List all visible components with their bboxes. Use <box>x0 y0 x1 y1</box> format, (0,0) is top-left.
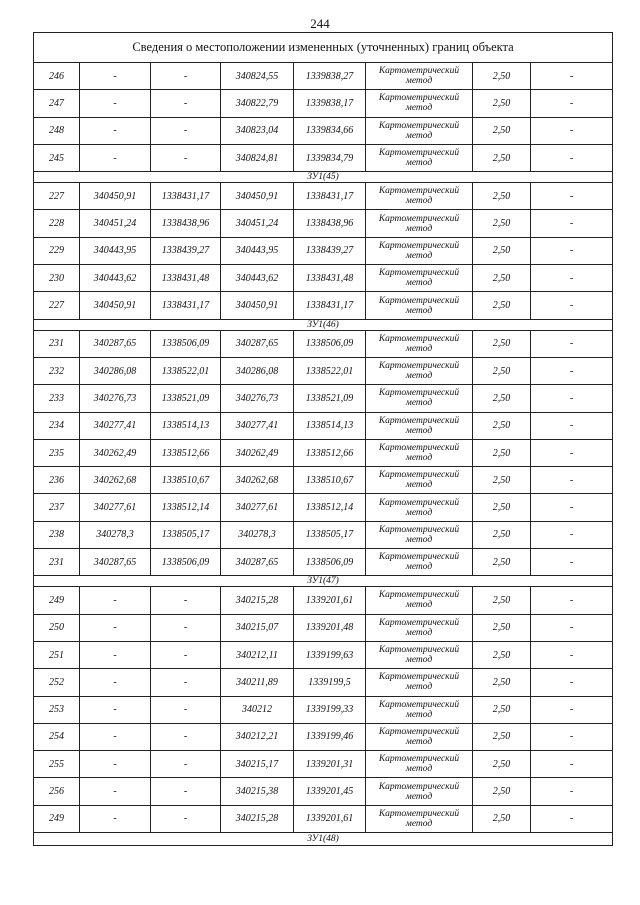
table-row <box>34 63 613 90</box>
cell-point-number: 255 <box>34 751 80 778</box>
cell-point-number: 234 <box>34 412 80 439</box>
cell-point-number: 245 <box>34 144 80 171</box>
boundary-table <box>33 32 613 846</box>
cell-new-x: 340451,24 <box>221 210 294 237</box>
cell-existing-x: - <box>80 63 151 90</box>
cell-method: Картометрический метод <box>366 494 473 521</box>
cell-existing-x: - <box>80 90 151 117</box>
cell-accuracy: 2,50 <box>473 385 531 412</box>
cell-point-number: 246 <box>34 63 80 90</box>
cell-accuracy: 2,50 <box>473 805 531 832</box>
cell-point-number: 229 <box>34 237 80 264</box>
section-row <box>34 172 613 183</box>
cell-existing-y: - <box>151 751 221 778</box>
cell-existing-y: - <box>151 587 221 614</box>
cell-existing-x: - <box>80 587 151 614</box>
cell-new-y: 1338431,17 <box>294 183 366 210</box>
cell-new-y: 1338521,09 <box>294 385 366 412</box>
cell-method: Картометрический метод <box>366 614 473 641</box>
cell-existing-x: 340277,41 <box>80 412 151 439</box>
cell-new-y: 1339838,27 <box>294 63 366 90</box>
section-label: ЗУ1(45) <box>34 172 613 183</box>
cell-new-y: 1339834,66 <box>294 117 366 144</box>
cell-method: Картометрический метод <box>366 412 473 439</box>
cell-existing-y: 1338431,17 <box>151 292 221 319</box>
cell-description: - <box>531 641 613 668</box>
cell-new-y: 1339201,45 <box>294 778 366 805</box>
section-row <box>34 576 613 587</box>
cell-description: - <box>531 385 613 412</box>
cell-method: Картометрический метод <box>366 183 473 210</box>
cell-point-number: 227 <box>34 183 80 210</box>
section-row <box>34 319 613 330</box>
cell-method: Картометрический метод <box>366 587 473 614</box>
cell-existing-x: 340277,61 <box>80 494 151 521</box>
cell-new-y: 1339201,61 <box>294 805 366 832</box>
cell-point-number: 249 <box>34 587 80 614</box>
cell-existing-y: - <box>151 117 221 144</box>
cell-method: Картометрический метод <box>366 210 473 237</box>
cell-method: Картометрический метод <box>366 357 473 384</box>
cell-existing-x: - <box>80 669 151 696</box>
cell-existing-x: - <box>80 778 151 805</box>
cell-accuracy: 2,50 <box>473 144 531 171</box>
cell-method: Картометрический метод <box>366 521 473 548</box>
cell-new-y: 1338512,14 <box>294 494 366 521</box>
cell-new-y: 1338514,13 <box>294 412 366 439</box>
cell-existing-x: 340450,91 <box>80 183 151 210</box>
cell-new-y: 1338506,09 <box>294 330 366 357</box>
cell-existing-y: - <box>151 805 221 832</box>
cell-description: - <box>531 494 613 521</box>
table-row <box>34 385 613 412</box>
cell-new-x: 340287,65 <box>221 330 294 357</box>
cell-accuracy: 2,50 <box>473 696 531 723</box>
cell-accuracy: 2,50 <box>473 494 531 521</box>
cell-existing-y: 1338431,48 <box>151 265 221 292</box>
section-row <box>34 833 613 846</box>
table-body <box>34 33 613 846</box>
cell-new-x: 340443,62 <box>221 265 294 292</box>
cell-point-number: 253 <box>34 696 80 723</box>
cell-accuracy: 2,50 <box>473 117 531 144</box>
cell-existing-x: 340286,08 <box>80 357 151 384</box>
cell-new-y: 1339201,31 <box>294 751 366 778</box>
cell-description: - <box>531 439 613 466</box>
cell-accuracy: 2,50 <box>473 549 531 576</box>
cell-new-x: 340287,65 <box>221 549 294 576</box>
cell-new-y: 1338510,67 <box>294 467 366 494</box>
cell-new-x: 340824,55 <box>221 63 294 90</box>
cell-accuracy: 2,50 <box>473 641 531 668</box>
cell-description: - <box>531 183 613 210</box>
cell-existing-y: 1338512,66 <box>151 439 221 466</box>
table-row <box>34 614 613 641</box>
cell-new-y: 1339838,17 <box>294 90 366 117</box>
cell-new-y: 1338505,17 <box>294 521 366 548</box>
cell-new-x: 340215,17 <box>221 751 294 778</box>
cell-point-number: 231 <box>34 549 80 576</box>
cell-new-y: 1339201,61 <box>294 587 366 614</box>
cell-existing-x: 340262,49 <box>80 439 151 466</box>
cell-accuracy: 2,50 <box>473 669 531 696</box>
cell-description: - <box>531 614 613 641</box>
cell-existing-x: - <box>80 614 151 641</box>
cell-existing-y: 1338506,09 <box>151 549 221 576</box>
cell-method: Картометрический метод <box>366 63 473 90</box>
cell-accuracy: 2,50 <box>473 412 531 439</box>
cell-accuracy: 2,50 <box>473 467 531 494</box>
table-row <box>34 412 613 439</box>
cell-point-number: 248 <box>34 117 80 144</box>
cell-point-number: 238 <box>34 521 80 548</box>
cell-accuracy: 2,50 <box>473 357 531 384</box>
cell-description: - <box>531 144 613 171</box>
cell-new-x: 340262,49 <box>221 439 294 466</box>
cell-description: - <box>531 90 613 117</box>
cell-description: - <box>531 412 613 439</box>
cell-accuracy: 2,50 <box>473 90 531 117</box>
cell-point-number: 227 <box>34 292 80 319</box>
cell-existing-x: - <box>80 144 151 171</box>
cell-new-x: 340822,79 <box>221 90 294 117</box>
cell-new-x: 340211,89 <box>221 669 294 696</box>
cell-existing-y: 1338514,13 <box>151 412 221 439</box>
cell-existing-x: - <box>80 641 151 668</box>
cell-existing-x: - <box>80 696 151 723</box>
cell-existing-y: - <box>151 614 221 641</box>
cell-method: Картометрический метод <box>366 237 473 264</box>
table-row <box>34 144 613 171</box>
cell-method: Картометрический метод <box>366 265 473 292</box>
table-row <box>34 805 613 832</box>
table-row <box>34 237 613 264</box>
table-row <box>34 549 613 576</box>
cell-accuracy: 2,50 <box>473 723 531 750</box>
cell-description: - <box>531 265 613 292</box>
cell-accuracy: 2,50 <box>473 330 531 357</box>
cell-new-y: 1338431,17 <box>294 292 366 319</box>
cell-existing-x: - <box>80 805 151 832</box>
cell-existing-x: - <box>80 751 151 778</box>
cell-existing-y: - <box>151 669 221 696</box>
cell-accuracy: 2,50 <box>473 439 531 466</box>
cell-accuracy: 2,50 <box>473 237 531 264</box>
cell-new-y: 1338431,48 <box>294 265 366 292</box>
cell-existing-y: - <box>151 696 221 723</box>
cell-method: Картометрический метод <box>366 641 473 668</box>
cell-new-x: 340276,73 <box>221 385 294 412</box>
cell-description: - <box>531 292 613 319</box>
cell-description: - <box>531 805 613 832</box>
cell-accuracy: 2,50 <box>473 778 531 805</box>
cell-new-x: 340277,41 <box>221 412 294 439</box>
cell-new-y: 1338438,96 <box>294 210 366 237</box>
cell-new-y: 1339199,46 <box>294 723 366 750</box>
cell-new-x: 340277,61 <box>221 494 294 521</box>
cell-description: - <box>531 117 613 144</box>
cell-method: Картометрический метод <box>366 549 473 576</box>
cell-new-y: 1338439,27 <box>294 237 366 264</box>
cell-description: - <box>531 330 613 357</box>
cell-existing-y: - <box>151 778 221 805</box>
cell-new-x: 340443,95 <box>221 237 294 264</box>
table-row <box>34 723 613 750</box>
cell-description: - <box>531 751 613 778</box>
cell-existing-y: - <box>151 90 221 117</box>
cell-existing-y: 1338431,17 <box>151 183 221 210</box>
cell-existing-x: - <box>80 723 151 750</box>
cell-description: - <box>531 210 613 237</box>
cell-new-y: 1339834,79 <box>294 144 366 171</box>
cell-method: Картометрический метод <box>366 723 473 750</box>
table-title: Сведения о местоположении измененных (уточненных) границ объекта <box>34 33 613 63</box>
cell-new-x: 340215,38 <box>221 778 294 805</box>
cell-method: Картометрический метод <box>366 144 473 171</box>
cell-point-number: 231 <box>34 330 80 357</box>
table-row <box>34 467 613 494</box>
cell-new-y: 1339199,63 <box>294 641 366 668</box>
cell-existing-y: - <box>151 723 221 750</box>
table-title-row <box>34 33 613 63</box>
cell-description: - <box>531 669 613 696</box>
cell-accuracy: 2,50 <box>473 292 531 319</box>
cell-point-number: 232 <box>34 357 80 384</box>
cell-description: - <box>531 63 613 90</box>
table-row <box>34 494 613 521</box>
cell-new-x: 340212,21 <box>221 723 294 750</box>
cell-method: Картометрический метод <box>366 439 473 466</box>
table-row <box>34 292 613 319</box>
cell-new-x: 340450,91 <box>221 183 294 210</box>
cell-existing-y: 1338439,27 <box>151 237 221 264</box>
cell-existing-x: 340443,62 <box>80 265 151 292</box>
table-row <box>34 439 613 466</box>
cell-existing-x: 340278,3 <box>80 521 151 548</box>
cell-method: Картометрический метод <box>366 330 473 357</box>
cell-description: - <box>531 723 613 750</box>
table-row <box>34 330 613 357</box>
cell-new-x: 340824,81 <box>221 144 294 171</box>
cell-accuracy: 2,50 <box>473 521 531 548</box>
cell-accuracy: 2,50 <box>473 63 531 90</box>
cell-accuracy: 2,50 <box>473 751 531 778</box>
cell-method: Картометрический метод <box>366 751 473 778</box>
cell-accuracy: 2,50 <box>473 614 531 641</box>
cell-description: - <box>531 696 613 723</box>
cell-existing-x: 340287,65 <box>80 330 151 357</box>
cell-existing-y: 1338512,14 <box>151 494 221 521</box>
cell-new-y: 1339199,5 <box>294 669 366 696</box>
cell-point-number: 256 <box>34 778 80 805</box>
table-row <box>34 90 613 117</box>
table-row <box>34 669 613 696</box>
cell-existing-x: 340287,65 <box>80 549 151 576</box>
cell-point-number: 250 <box>34 614 80 641</box>
cell-method: Картометрический метод <box>366 90 473 117</box>
cell-new-x: 340286,08 <box>221 357 294 384</box>
cell-accuracy: 2,50 <box>473 183 531 210</box>
cell-new-y: 1338506,09 <box>294 549 366 576</box>
section-label: ЗУ1(48) <box>34 833 613 846</box>
cell-point-number: 235 <box>34 439 80 466</box>
cell-method: Картометрический метод <box>366 778 473 805</box>
cell-new-y: 1338522,01 <box>294 357 366 384</box>
cell-new-y: 1339199,33 <box>294 696 366 723</box>
cell-new-x: 340823,04 <box>221 117 294 144</box>
cell-method: Картометрический метод <box>366 292 473 319</box>
cell-new-x: 340212,11 <box>221 641 294 668</box>
cell-description: - <box>531 237 613 264</box>
cell-description: - <box>531 357 613 384</box>
cell-method: Картометрический метод <box>366 117 473 144</box>
cell-existing-y: 1338438,96 <box>151 210 221 237</box>
table-row <box>34 210 613 237</box>
cell-method: Картометрический метод <box>366 805 473 832</box>
cell-existing-x: 340443,95 <box>80 237 151 264</box>
cell-method: Картометрический метод <box>366 385 473 412</box>
cell-description: - <box>531 778 613 805</box>
cell-point-number: 236 <box>34 467 80 494</box>
table-row <box>34 521 613 548</box>
cell-existing-y: 1338510,67 <box>151 467 221 494</box>
table-row <box>34 696 613 723</box>
cell-existing-y: 1338505,17 <box>151 521 221 548</box>
table-row <box>34 357 613 384</box>
cell-point-number: 252 <box>34 669 80 696</box>
cell-description: - <box>531 521 613 548</box>
cell-new-y: 1338512,66 <box>294 439 366 466</box>
table-row <box>34 778 613 805</box>
cell-point-number: 249 <box>34 805 80 832</box>
cell-point-number: 254 <box>34 723 80 750</box>
cell-accuracy: 2,50 <box>473 265 531 292</box>
table-row <box>34 265 613 292</box>
section-label: ЗУ1(46) <box>34 319 613 330</box>
cell-method: Картометрический метод <box>366 467 473 494</box>
cell-accuracy: 2,50 <box>473 587 531 614</box>
page-number: 244 <box>310 16 330 31</box>
cell-existing-x: 340276,73 <box>80 385 151 412</box>
cell-method: Картометрический метод <box>366 669 473 696</box>
cell-description: - <box>531 587 613 614</box>
table-row <box>34 183 613 210</box>
cell-existing-y: - <box>151 63 221 90</box>
cell-point-number: 251 <box>34 641 80 668</box>
cell-existing-y: 1338521,09 <box>151 385 221 412</box>
cell-new-x: 340215,28 <box>221 587 294 614</box>
cell-existing-x: 340262,68 <box>80 467 151 494</box>
cell-existing-y: 1338522,01 <box>151 357 221 384</box>
cell-new-x: 340278,3 <box>221 521 294 548</box>
cell-existing-x: 340451,24 <box>80 210 151 237</box>
cell-existing-y: - <box>151 641 221 668</box>
cell-existing-x: - <box>80 117 151 144</box>
table-row <box>34 587 613 614</box>
cell-existing-y: 1338506,09 <box>151 330 221 357</box>
cell-existing-x: 340450,91 <box>80 292 151 319</box>
cell-point-number: 237 <box>34 494 80 521</box>
cell-new-y: 1339201,48 <box>294 614 366 641</box>
cell-new-x: 340215,07 <box>221 614 294 641</box>
section-label: ЗУ1(47) <box>34 576 613 587</box>
cell-point-number: 247 <box>34 90 80 117</box>
cell-method: Картометрический метод <box>366 696 473 723</box>
cell-existing-y: - <box>151 144 221 171</box>
table-row <box>34 117 613 144</box>
cell-new-x: 340215,28 <box>221 805 294 832</box>
cell-new-x: 340450,91 <box>221 292 294 319</box>
cell-point-number: 230 <box>34 265 80 292</box>
cell-new-x: 340262,68 <box>221 467 294 494</box>
table-row <box>34 641 613 668</box>
cell-description: - <box>531 467 613 494</box>
cell-accuracy: 2,50 <box>473 210 531 237</box>
cell-new-x: 340212 <box>221 696 294 723</box>
cell-description: - <box>531 549 613 576</box>
cell-point-number: 233 <box>34 385 80 412</box>
cell-point-number: 228 <box>34 210 80 237</box>
table-row <box>34 751 613 778</box>
